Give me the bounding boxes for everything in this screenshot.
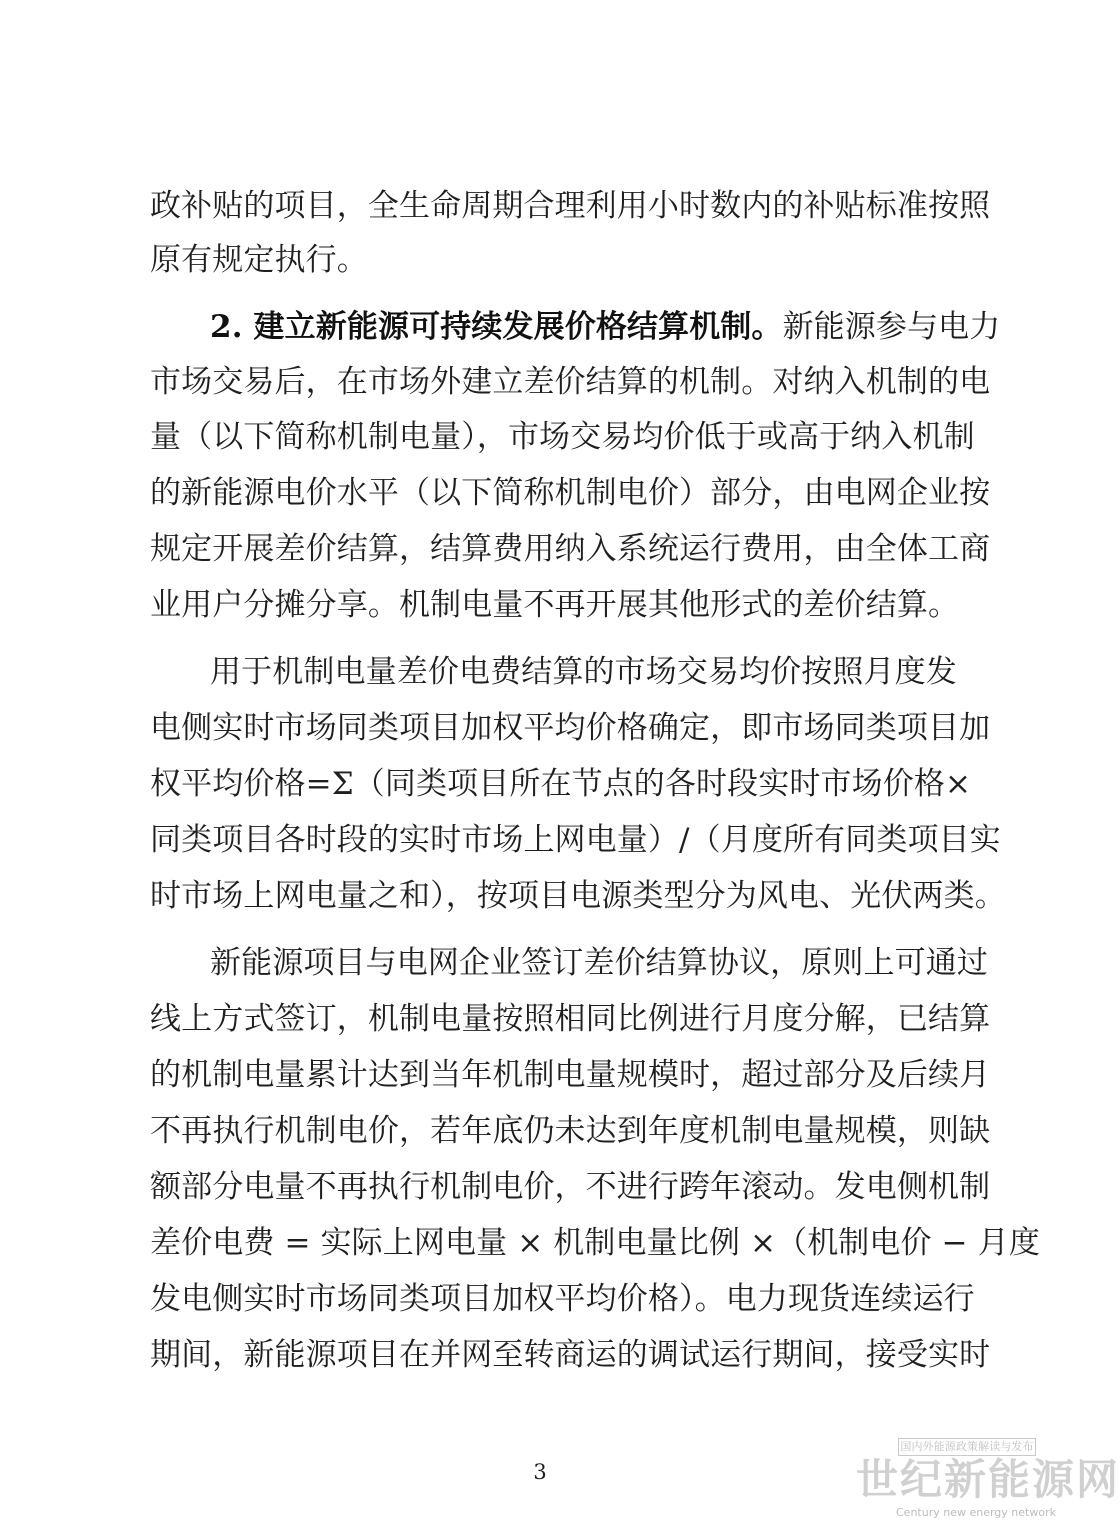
text-line-content: 政补贴的项目，全生命周期合理利用小时数内的补贴标准按照 <box>150 188 991 224</box>
text-line-content: 的新能源电价水平（以下简称机制电价）部分，由电网企业按 <box>150 475 991 511</box>
text-line-content: 市场交易后，在市场外建立差价结算的机制。对纳入机制的电 <box>150 364 991 400</box>
text-line-content: 业用户分摊分享。机制电量不再开展其他形式的差价结算。 <box>150 587 960 623</box>
page-number: 3 <box>533 1460 547 1484</box>
text-line-content: 的机制电量累计达到当年机制电量规模时，超过部分及后续月 <box>150 1057 991 1093</box>
text-line-content: 不再执行机制电价，若年底仍未达到年度机制电量规模，则缺 <box>150 1113 991 1149</box>
text-line <box>150 870 1006 922</box>
text-line-content: 时市场上网电量之和），按项目电源类型分为风电、光伏两类。 <box>150 878 1006 914</box>
paragraph-start-line <box>210 646 957 698</box>
text-line-content: 原有规定执行。 <box>150 242 368 278</box>
text-line-content: 电侧实时市场同类项目加权平均价格确定，即市场同类项目加 <box>150 710 991 746</box>
text-line <box>150 758 971 810</box>
watermark-english-name: Century new energy network <box>896 1506 1056 1519</box>
text-line <box>150 180 990 232</box>
text-line-content: 额部分电量不再执行机制电价，不进行跨年滚动。发电侧机制 <box>150 1169 991 1205</box>
text-line <box>150 1161 990 1213</box>
text-line-content: 发电侧实时市场同类项目加权平均价格）。电力现货连续运行 <box>150 1281 975 1317</box>
text-line <box>150 1329 990 1381</box>
section-heading-line <box>210 301 1000 353</box>
watermark-logo <box>856 1438 1120 1524</box>
text-line <box>150 993 990 1045</box>
text-line <box>150 1217 1040 1269</box>
text-line <box>150 1049 990 1101</box>
text-line-content: 规定开展差价结算，结算费用纳入系统运行费用，由全体工商 <box>150 531 991 567</box>
text-line-content: 新能源项目与电网企业签订差价结算协议，原则上可通过 <box>210 945 988 981</box>
text-line <box>150 467 990 519</box>
text-line-content: 新能源参与电力 <box>782 309 1001 345</box>
text-line <box>150 579 959 631</box>
text-line-content: 线上方式签订，机制电量按照相同比例进行月度分解，已结算 <box>150 1001 991 1037</box>
text-line-content: 用于机制电量差价电费结算的市场交易均价按照月度发 <box>210 654 957 690</box>
text-line <box>150 702 990 754</box>
text-line <box>150 356 990 408</box>
text-line <box>150 234 368 286</box>
text-line-content: 权平均价格=Σ（同类项目所在节点的各时段实时市场价格× <box>150 766 972 802</box>
section-heading: 2. 建立新能源可持续发展价格结算机制。 <box>210 309 783 345</box>
text-line-content: 期间，新能源项目在并网至转商运的调试运行期间，接受实时 <box>150 1337 991 1373</box>
text-line <box>150 411 975 463</box>
text-line <box>150 1105 990 1157</box>
watermark-title: 世纪新能源网 <box>856 1455 1120 1504</box>
paragraph-start-line <box>210 937 988 989</box>
text-line <box>150 523 990 575</box>
watermark-tagline: 国内外能源政策解读与发布 <box>898 1438 1036 1456</box>
text-line-content: 量（以下简称机制电量），市场交易均价低于或高于纳入机制 <box>150 419 975 455</box>
text-line <box>150 1273 975 1325</box>
text-line-content: 差价电费 = 实际上网电量 × 机制电量比例 ×（机制电价 − 月度 <box>150 1225 1040 1261</box>
text-line-content: 同类项目各时段的实时市场上网电量）/（月度所有同类项目实 <box>150 822 1001 858</box>
text-line <box>150 814 1001 866</box>
